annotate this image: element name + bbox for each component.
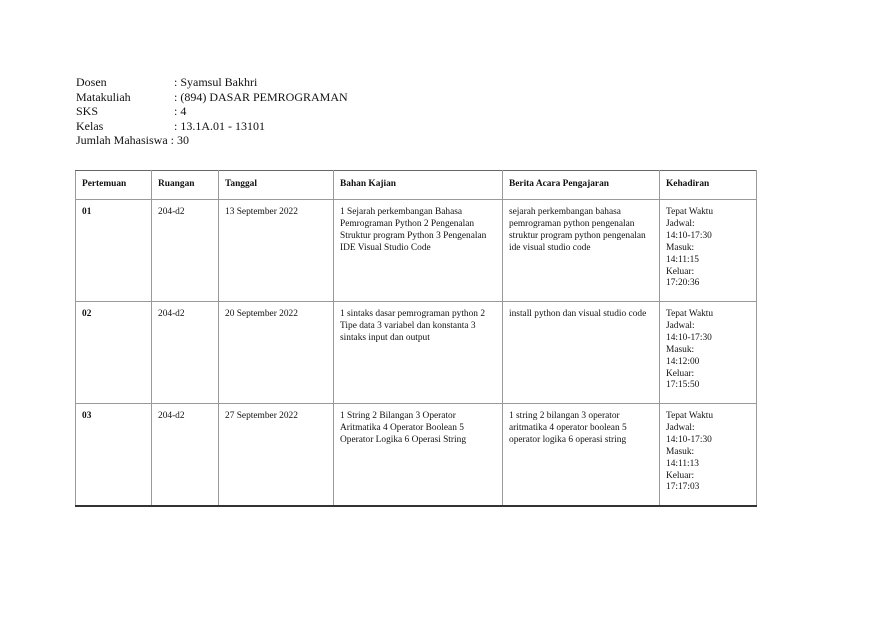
dosen-label: Dosen	[76, 75, 107, 89]
jumlah-mahasiswa-label: Jumlah Mahasiswa	[76, 133, 168, 148]
bahan-kajian-cell: 1 sintaks dasar pemrograman python 2 Tipe data 3 variabel dan konstanta 3 sintaks input dan output	[334, 302, 503, 404]
berita-acara-cell: sejarah perkembangan bahasa pemrograman python pengenalan struktur program python pengenalan ide visual studio code	[503, 200, 660, 302]
keluar-label: Keluar:	[666, 470, 695, 481]
pertemuan-cell: 03	[76, 404, 152, 507]
dosen-value: : Syamsul Bakhri	[174, 75, 258, 89]
kehadiran-status: Tepat Waktu	[666, 411, 714, 421]
header-kehadiran: Kehadiran	[660, 171, 757, 200]
attendance-table	[75, 170, 757, 507]
berita-acara-cell: install python dan visual studio code	[503, 302, 660, 404]
jadwal-value: 14:10-17:30	[666, 434, 712, 445]
bahan-kajian-cell: 1 Sejarah perkembangan Bahasa Pemrograman Python 2 Pengenalan Struktur program Python 3 Pengenalan IDE Visual Studio Code	[334, 200, 503, 302]
masuk-value: 14:11:15	[666, 254, 699, 265]
dosen-row	[76, 75, 348, 90]
header-tanggal: Tanggal	[219, 171, 334, 200]
tanggal-cell: 13 September 2022	[219, 200, 334, 302]
kehadiran-status: Tepat Waktu	[666, 207, 714, 217]
bahan-kajian-cell: 1 String 2 Bilangan 3 Operator Aritmatika 4 Operator Boolean 5 Operator Logika 6 Operasi String	[334, 404, 503, 507]
ruangan-cell: 204-d2	[152, 302, 219, 404]
sks-value: : 4	[174, 104, 187, 119]
kehadiran-cell	[660, 302, 757, 404]
berita-acara-cell: 1 string 2 bilangan 3 operator aritmatika 4 operator boolean 5 operator logika 6 operasi string	[503, 404, 660, 507]
kelas-row	[76, 119, 348, 134]
sks-row	[76, 104, 348, 119]
masuk-label: Masuk:	[666, 242, 695, 253]
tanggal-cell: 20 September 2022	[219, 302, 334, 404]
header-ruangan: Ruangan	[152, 171, 219, 200]
matakuliah-row	[76, 90, 348, 105]
kehadiran-status: Tepat Waktu	[666, 309, 714, 319]
masuk-label: Masuk:	[666, 446, 695, 457]
masuk-value: 14:11:13	[666, 458, 699, 469]
course-info	[76, 75, 348, 148]
masuk-value: 14:12:00	[666, 356, 700, 367]
jadwal-label: Jadwal:	[666, 218, 695, 229]
keluar-label: Keluar:	[666, 368, 695, 379]
header-bahan-kajian: Bahan Kajian	[334, 171, 503, 200]
sks-label: SKS	[76, 104, 99, 119]
tanggal-cell: 27 September 2022	[219, 404, 334, 507]
jadwal-label: Jadwal:	[666, 320, 695, 331]
jadwal-value: 14:10-17:30	[666, 230, 712, 241]
ruangan-cell: 204-d2	[152, 200, 219, 302]
keluar-label: Keluar:	[666, 266, 695, 277]
kehadiran-cell	[660, 404, 757, 507]
jumlah-mahasiswa-row	[76, 133, 348, 148]
table-row	[76, 200, 757, 302]
keluar-value: 17:17:03	[666, 482, 700, 493]
table-header-row	[76, 171, 757, 200]
pertemuan-cell: 01	[76, 200, 152, 302]
masuk-label: Masuk:	[666, 344, 695, 355]
header-berita-acara: Berita Acara Pengajaran	[503, 171, 660, 200]
jadwal-value: 14:10-17:30	[666, 332, 712, 343]
jadwal-label: Jadwal:	[666, 422, 695, 433]
matakuliah-value: : (894) DASAR PEMROGRAMAN	[174, 89, 348, 104]
keluar-value: 17:15:50	[666, 380, 700, 391]
kehadiran-cell	[660, 200, 757, 302]
keluar-value: 17:20:36	[666, 278, 700, 289]
jumlah-mahasiswa-value: : 30	[170, 133, 189, 148]
matakuliah-label: Matakuliah	[76, 89, 131, 104]
table-row	[76, 302, 757, 404]
table-row	[76, 404, 757, 507]
kelas-value: : 13.1A.01 - 13101	[174, 118, 265, 133]
header-pertemuan: Pertemuan	[76, 171, 152, 200]
kelas-label: Kelas	[76, 118, 104, 133]
pertemuan-cell: 02	[76, 302, 152, 404]
ruangan-cell: 204-d2	[152, 404, 219, 507]
